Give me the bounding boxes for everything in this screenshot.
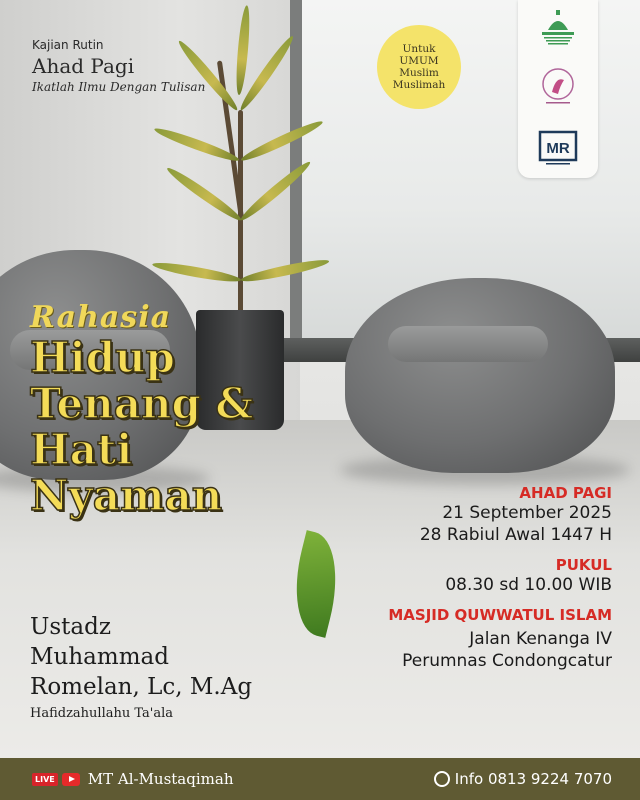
title-line: Hidup (30, 333, 175, 382)
day-label: AHAD PAGI (519, 484, 612, 502)
footer-bar (0, 758, 640, 800)
kajian-subtitle: Kajian Rutin (32, 38, 104, 52)
title-line: Tenang & (30, 379, 254, 428)
contact-info[interactable] (434, 770, 612, 788)
time-label: PUKUL (555, 556, 612, 574)
speaker-block (30, 612, 252, 721)
kajian-header (32, 38, 205, 94)
youtube-icon[interactable] (62, 773, 80, 786)
badge-line: Muslimah (392, 79, 446, 92)
contact-number: Info 0813 9224 7070 (454, 770, 612, 788)
youtube-channel-link[interactable]: MT Al-Mustaqimah (87, 770, 234, 788)
event-time: 08.30 sd 10.00 WIB (445, 575, 612, 595)
event-date: 21 September 2025 (442, 503, 612, 523)
badge-line: UMUM (399, 54, 439, 67)
mosque-logo-icon (534, 6, 582, 50)
event-title (30, 300, 253, 519)
venue-address-1: Jalan Kenanga IV (469, 629, 612, 649)
armchair-right-seat (388, 326, 548, 362)
sponsor-logo-strip (518, 0, 598, 178)
title-line: Nyaman (30, 471, 223, 520)
live-badge: LIVE (32, 773, 58, 786)
muslimah-logo-icon (534, 64, 582, 108)
kajian-title: Ahad Pagi (32, 54, 135, 78)
armchair-right (345, 278, 615, 473)
badge-line: Muslim (399, 67, 439, 79)
venue-name: MASJID QUWWATUL ISLAM (388, 606, 612, 624)
badge-line: Untuk (402, 42, 436, 55)
whatsapp-icon (434, 771, 450, 787)
mr-logo-text: MR (546, 140, 570, 157)
mr-logo-icon (534, 126, 582, 170)
event-hijri-date: 28 Rabiul Awal 1447 H (419, 525, 612, 545)
speaker-title: Ustadz (30, 614, 111, 640)
title-script: Rahasia (30, 300, 172, 335)
speaker-name-degree: Romelan, Lc, M.Ag (30, 674, 253, 700)
speaker-name: Muhammad (30, 644, 169, 670)
kajian-tagline: Ikatlah Ilmu Dengan Tulisan (32, 80, 206, 94)
speaker-honorific: Hafidzahullahu Ta'ala (30, 706, 174, 721)
audience-badge (377, 25, 461, 109)
venue-address-2: Perumnas Condongcatur (402, 651, 612, 671)
title-line: Hati (30, 425, 133, 474)
event-details (388, 484, 612, 672)
